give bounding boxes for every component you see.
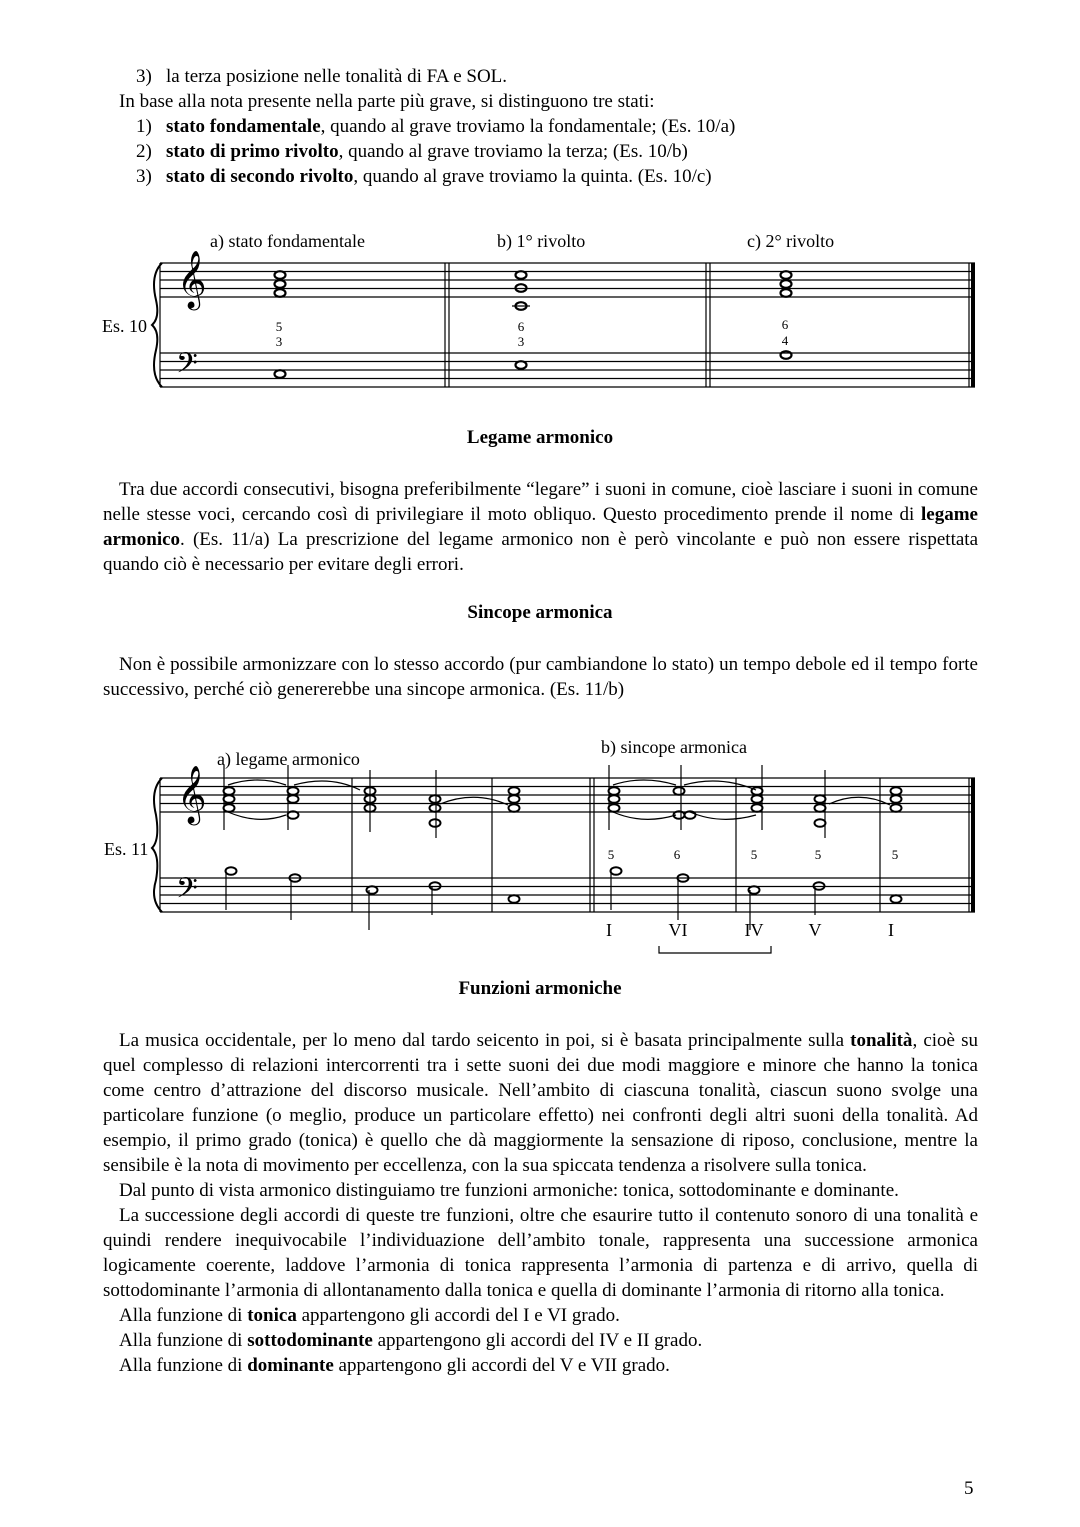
bass-clef-icon: 𝄢 — [176, 349, 198, 386]
item-bold: stato di primo rivolto — [166, 141, 339, 162]
bold-text: tonalità — [850, 1030, 913, 1051]
item-number: 3) — [136, 166, 152, 187]
caption-b: b) 1° rivolto — [497, 231, 586, 251]
figure: 5 — [814, 847, 822, 862]
paragraph: Non è possibile armonizzare con lo stesso accordo (pur cambiandone lo stato) un tempo debole ed il tempo forte successivo, perché ciò genererebbe una sincope armonica. (Es. 11/b) — [103, 654, 978, 700]
caption-b: b) sincope armonica — [601, 737, 747, 757]
figure: 5 — [607, 847, 615, 862]
intro-lead: In base alla nota presente nella parte più grave, si distinguono tre stati: — [119, 91, 655, 112]
section-heading: Legame armonico — [466, 427, 614, 448]
list-item — [103, 114, 978, 139]
item-bold: stato di secondo rivolto — [166, 166, 354, 187]
figure: 3 — [275, 334, 283, 349]
sincope-section — [103, 652, 978, 702]
example-label: Es. 10 — [102, 316, 147, 336]
notes — [224, 787, 902, 903]
caption-c: c) 2° rivolto — [747, 231, 835, 251]
text: Alla funzione di — [119, 1355, 248, 1376]
paragraph: La successione degli accordi di queste tre funzioni, oltre che esaurire tutto il contenuto sonoro di una tonalità e quindi rendere inequivocabile l’individuazione dell’ambito tonale, rappresenta una successione armonica logicamente coerente, laddove l’armonia di tonica rappresenta l’armonia di partenza e di arrivo, quella di sottodominante l’armonia di allontanamento dalla tonica e quella di dominante l’armonia di ritorno alla tonica. — [103, 1205, 978, 1301]
bold-text: legame armonico — [103, 504, 978, 550]
music-example-10 — [90, 220, 990, 400]
treble-clef-icon: 𝄞 — [177, 766, 207, 822]
item-number: 3) — [136, 66, 152, 87]
page-number: 5 — [964, 1478, 974, 1499]
paragraph — [103, 1353, 978, 1378]
bold-text: sottodominante — [247, 1330, 373, 1351]
degree-label: IV — [744, 920, 764, 940]
degree-label: V — [808, 920, 822, 940]
item-number: 2) — [136, 141, 152, 162]
degree-label: I — [888, 920, 894, 940]
text: Alla funzione di — [119, 1305, 248, 1326]
legame-section — [103, 477, 978, 577]
item-bold: stato fondamentale — [166, 116, 321, 137]
text: . (Es. 11/a) La prescrizione del legame armonico non è però vincolante e può non essere rispettata quando ciò è necessario per evitare degli errori. — [103, 529, 978, 575]
list-item — [103, 164, 978, 189]
item-text: , quando al grave troviamo la fondamentale; (Es. 10/a) — [320, 116, 736, 137]
degree-label: I — [606, 920, 612, 940]
item-text: , quando al grave troviamo la quinta. (Es. 10/c) — [353, 166, 712, 187]
text: La musica occidentale, per lo meno dal tardo seicento in poi, si è basata principalmente sulla — [119, 1030, 851, 1051]
bass-clef-icon: 𝄢 — [176, 874, 198, 911]
bold-text: tonica — [247, 1305, 297, 1326]
paragraph — [103, 1328, 978, 1353]
text: , cioè su quel complesso di relazioni intercorrenti tra i sette suoni dei due modi maggiore e minore che hanno la tonica come centro d’attrazione del discorso musicale. Nell’ambito di ciascuna tonalità, ciascun suono svolge una particolare funzione (o meglio, produce un particolare effetto) nei confronti degli altri suoni della tonalità. Ad esempio, il primo grado (tonica) è quello che dà maggiormente la sensazione di riposo, conclusione, mentre la sensibile è la nota di movimento per eccellenza, con la sua spiccata tendenza a risolvere sulla tonica. — [103, 1030, 978, 1176]
intro-section — [103, 64, 978, 189]
example-label: Es. 11 — [104, 839, 149, 859]
figure: 6 — [673, 847, 681, 862]
caption-a: a) legame armonico — [217, 749, 360, 769]
figure: 5 — [891, 847, 899, 862]
paragraph — [103, 1028, 978, 1178]
paragraph — [103, 1303, 978, 1328]
text: appartengono gli accordi del V e VII grado. — [333, 1355, 670, 1376]
degree-label: VI — [668, 920, 688, 940]
text: appartengono gli accordi del I e VI grado. — [296, 1305, 620, 1326]
figure: 6 — [517, 319, 525, 334]
paragraph: Dal punto di vista armonico distinguiamo tre funzioni armoniche: tonica, sottodominante e dominante. — [119, 1180, 899, 1201]
text: Tra due accordi consecutivi, bisogna preferibilmente “legare” i suoni in comune, cioè lasciare i suoni in comune nelle stesse voci, cercando così di privilegiare il moto obliquo. Questo procedimento prende il nome di — [103, 479, 978, 525]
item-text: la terza posizione nelle tonalità di FA e SOL. — [166, 66, 508, 87]
figure: 4 — [781, 333, 789, 348]
caption-a: a) stato fondamentale — [210, 231, 365, 251]
treble-clef-icon: 𝄞 — [177, 251, 207, 307]
bold-text: dominante — [247, 1355, 334, 1376]
text: appartengono gli accordi del IV e II grado. — [372, 1330, 703, 1351]
text: Alla funzione di — [119, 1330, 248, 1351]
figure: 5 — [750, 847, 758, 862]
section-heading: Sincope armonica — [467, 602, 613, 623]
figure: 3 — [517, 334, 525, 349]
section-heading: Funzioni armoniche — [458, 978, 622, 999]
item-number: 1) — [136, 116, 152, 137]
item-text: , quando al grave troviamo la terza; (Es. 10/b) — [338, 141, 688, 162]
list-item — [103, 64, 978, 89]
funzioni-section — [103, 1028, 978, 1378]
music-example-11 — [90, 730, 990, 960]
figure: 6 — [781, 317, 789, 332]
figure: 5 — [275, 319, 283, 334]
paragraph — [103, 477, 978, 577]
list-item — [103, 139, 978, 164]
